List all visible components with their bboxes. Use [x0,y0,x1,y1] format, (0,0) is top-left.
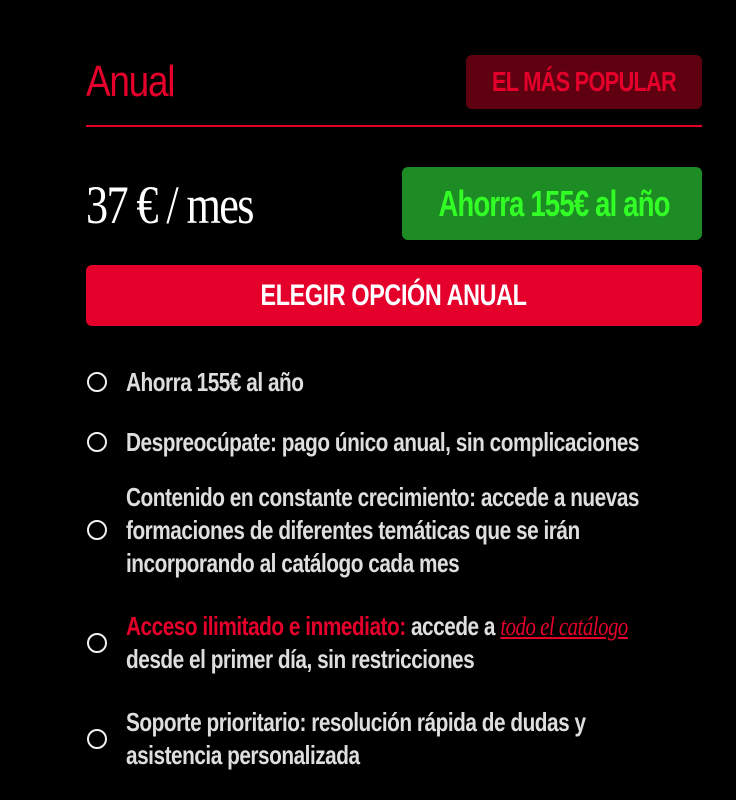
feature-item [86,360,702,404]
feature-text: Ahorra 155€ al año [126,366,304,397]
feature-text-segment: accede a [405,611,501,641]
catalog-link[interactable]: todo el catálogo [500,612,628,641]
feature-item [86,420,702,464]
feature-accent-text: Acceso ilimitado e inmediato: [126,611,406,641]
feature-list [86,360,702,772]
pricing-card-annual [86,0,702,800]
feature-item [86,480,702,580]
radio-circle-icon [87,520,107,540]
plan-price: 37 € / mes [86,175,253,235]
feature-item [86,706,702,772]
savings-badge [402,167,702,240]
choose-annual-button[interactable] [86,265,702,326]
feature-text: Despreocúpate: pago único anual, sin complicaciones [126,426,639,457]
plan-title: Anual [86,57,175,106]
feature-text-segment: desde el primer día, sin restricciones [126,644,475,674]
radio-circle-icon [87,372,107,392]
feature-item [86,610,702,676]
header-divider [86,125,702,127]
choose-annual-button-label: ELEGIR OPCIÓN ANUAL [260,279,528,312]
plan-header [86,52,702,112]
popular-badge-label: EL MÁS POPULAR [491,66,677,97]
popular-badge [466,55,702,109]
radio-circle-icon [87,432,107,452]
radio-circle-icon [87,729,107,749]
feature-text: Soporte prioritario: resolución rápida de dudas y asistencia personalizada [126,707,586,770]
feature-text: Contenido en constante crecimiento: accede a nuevas formaciones de diferentes temáticas que se irán incorporando al catálogo cada mes [126,481,640,578]
savings-badge-label: Ahorra 155€ al año [438,183,670,224]
feature-text [126,610,646,676]
radio-circle-icon [87,633,107,653]
